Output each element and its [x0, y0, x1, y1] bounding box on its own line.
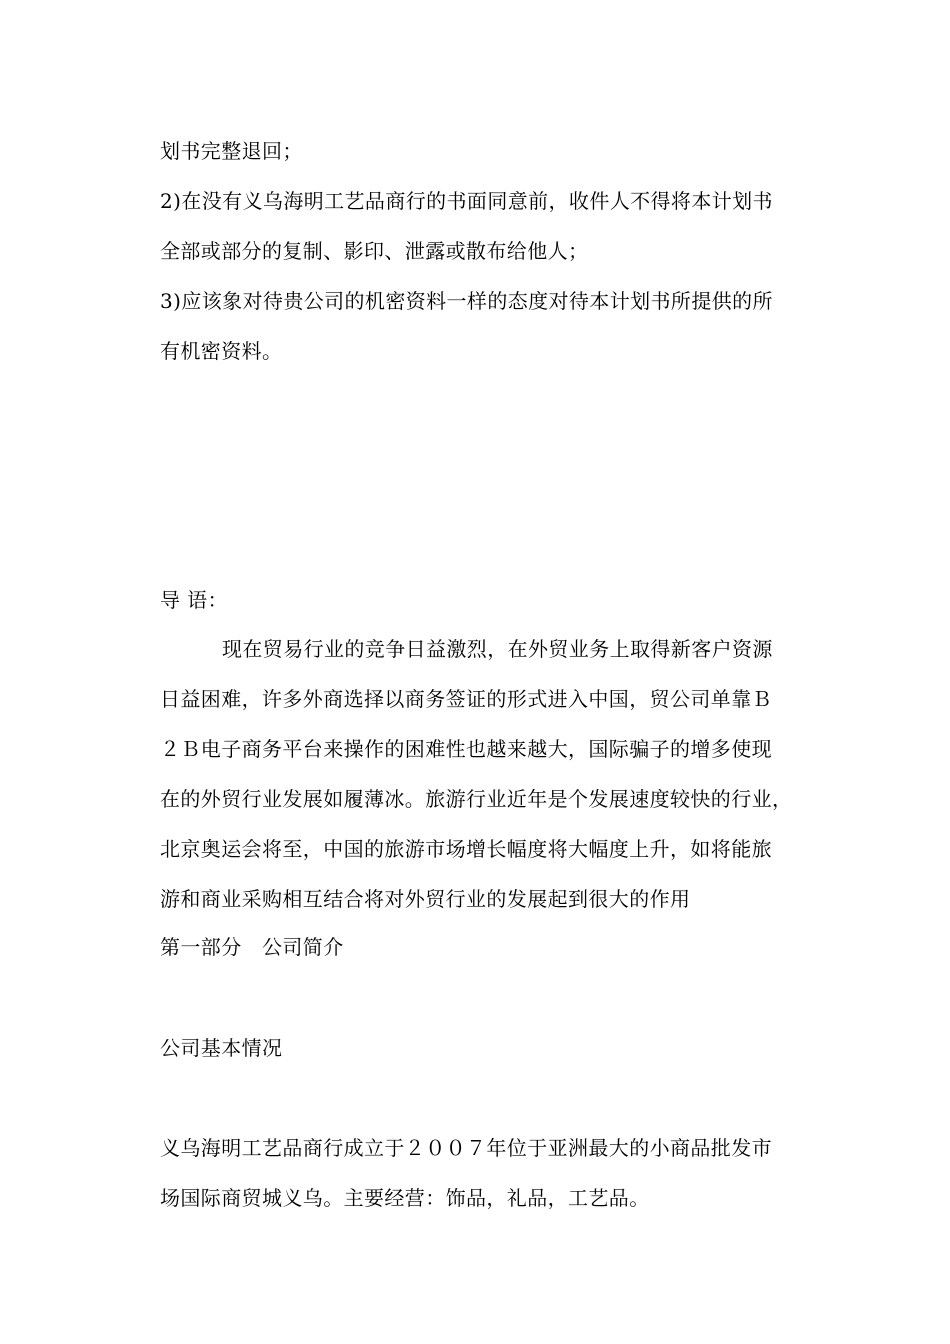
paragraph-line: 义乌海明工艺品商行成立于２００７年位于亚洲最大的小商品批发市: [160, 1136, 772, 1160]
section-subheading: 公司基本情况: [160, 1036, 283, 1060]
paragraph-line: 2)在没有义乌海明工艺品商行的书面同意前，收件人不得将本计划书: [160, 189, 773, 213]
paragraph-line: 在的外贸行业发展如履薄冰。旅游行业近年是个发展速度较快的行业，: [160, 787, 793, 811]
paragraph-line: 全部或部分的复制、影印、泄露或散布给他人；: [160, 239, 589, 263]
section-heading: 第一部分 公司简介: [160, 935, 344, 959]
paragraph-line: 划书完整退回；: [160, 139, 303, 163]
paragraph-line: ２Ｂ电子商务平台来操作的困难性也越来越大，国际骗子的增多使现: [160, 737, 772, 761]
paragraph-line: 北京奥运会将至，中国的旅游市场增长幅度将大幅度上升，如将能旅: [160, 837, 772, 861]
intro-heading: 导 语：: [160, 588, 228, 612]
paragraph-line: 现在贸易行业的竞争日益激烈，在外贸业务上取得新客户资源: [222, 637, 773, 661]
paragraph-line: 3)应该象对待贵公司的机密资料一样的态度对待本计划书所提供的所: [160, 289, 773, 313]
paragraph-line: 游和商业采购相互结合将对外贸行业的发展起到很大的作用: [160, 887, 691, 911]
paragraph-line: 日益困难，许多外商选择以商务签证的形式进入中国，贸公司单靠Ｂ: [160, 687, 772, 711]
paragraph-line: 场国际商贸城义乌。主要经营：饰品，礼品，工艺品。: [160, 1186, 650, 1210]
paragraph-line: 有机密资料。: [160, 339, 283, 363]
